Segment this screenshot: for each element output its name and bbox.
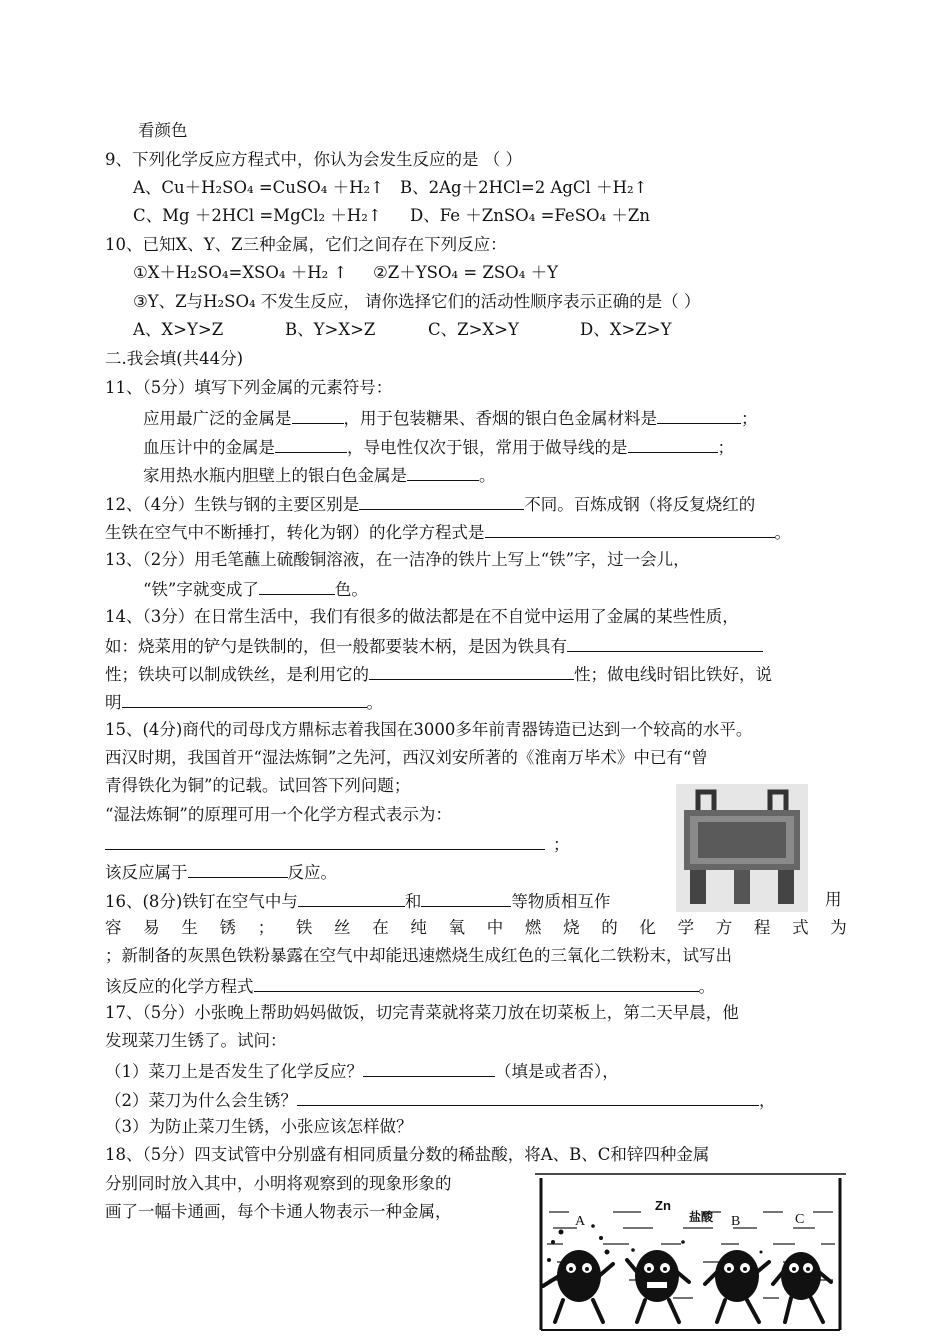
q17-line-a: 17、（5分）小张晚上帮助妈妈做饭，切完青菜就将菜刀放在切菜板上，第二天早晨，他 <box>105 1003 739 1022</box>
q16-line-b: 容 易 生 锈 ； 铁 丝 在 纯 氧 中 燃 烧 的 化 学 方 程 式 为 <box>105 918 847 937</box>
blank[interactable] <box>363 1060 495 1077</box>
q11-line-a: 应用最广泛的金属是 ，用于包装糖果、香烟的银白色金属材料是 ； <box>143 409 758 428</box>
label-a: A <box>575 1214 586 1229</box>
q13-line-a: 13、（2分）用毛笔蘸上硫酸铜溶液，在一洁净的铁片上写上“铁”字，过一会儿， <box>105 550 690 569</box>
line-prev: 看颜色 <box>138 121 188 140</box>
blank[interactable] <box>567 635 763 652</box>
q16-line-a: 16、(8分)铁钉在空气中与 和 等物质相互作 用 <box>105 890 842 911</box>
q12-line-a: 12、（4分）生铁与钢的主要区别是 不同。百炼成钢（将反复烧红的 <box>105 495 756 514</box>
q15-line-f: 该反应属于 反应。 <box>105 863 337 882</box>
label-acid: 盐酸 <box>689 1210 714 1224</box>
q17-line-b: 发现菜刀生锈了。试问： <box>105 1031 287 1050</box>
blank[interactable] <box>297 1089 759 1106</box>
q13-line-b: “铁”字就变成了 色。 <box>143 580 368 599</box>
q11-stem: 11、（5分）填写下列金属的元素符号： <box>105 378 393 397</box>
blank[interactable] <box>292 407 344 424</box>
blank[interactable] <box>407 464 479 481</box>
q10-option-d: D、X>Z>Y <box>580 320 672 339</box>
blank[interactable] <box>485 521 775 538</box>
label-c: C <box>795 1212 805 1227</box>
section-heading: 二.我会填(共44分) <box>105 349 244 368</box>
blank[interactable] <box>421 890 511 907</box>
q18-line-b: 分别同时放入其中，小明将观察到的现象形象的 <box>105 1174 452 1193</box>
q15-line-a: 15、(4分)商代的司母戊方鼎标志着我国在3000多年前青器铸造已达到一个较高的水平。 <box>105 720 753 739</box>
q15-line-d: “湿法炼铜”的原理可用一个化学方程式表示为： <box>105 805 452 824</box>
blank[interactable] <box>259 578 335 595</box>
q15-line-e: ； <box>105 833 570 855</box>
blank[interactable] <box>657 407 741 424</box>
q16-line-d: 该反应的化学方程式 。 <box>105 977 715 996</box>
q10-reaction-1: ①X＋H₂SO₄=XSO₄ ＋H₂ ↑ <box>133 263 348 282</box>
q11-line-b: 血压计中的金属是 ，导电性仅次于银，常用于做导线的是 ； <box>143 438 734 457</box>
q9-option-a: A、Cu＋H₂SO₄ =CuSO₄ ＋H₂↑ <box>133 178 384 197</box>
label-zn: Zn <box>655 1198 671 1213</box>
q11-line-c: 家用热水瓶内胆壁上的银白色金属是 。 <box>143 466 496 485</box>
q10-reaction-3: ③Y、Z与H₂SO₄ 不发生反应， 请你选择它们的活动性顺序表示正确的是（ ） <box>133 292 701 311</box>
q10-stem: 10、已知X、Y、Z三种金属，它们之间存在下列反应： <box>105 235 507 254</box>
q10-option-b: B、Y>X>Z <box>285 320 376 339</box>
blank[interactable] <box>369 663 574 680</box>
label-b: B <box>731 1214 741 1229</box>
q15-line-b: 西汉时期，我国首开“湿法炼铜”之先河，西汉刘安所著的《淮南万毕术》中已有“曾 <box>105 748 708 767</box>
q9-option-d: D、Fe ＋ZnSO₄ =FeSO₄ ＋Zn <box>410 206 650 225</box>
q12-line-b: 生铁在空气中不断捶打，转化为钢）的化学方程式是 。 <box>105 523 791 542</box>
beaker-drawing <box>533 1172 848 1334</box>
blank[interactable] <box>188 861 288 878</box>
blank[interactable] <box>359 493 524 510</box>
q17-line-e: （3）为防止菜刀生锈，小张应该怎样做？ <box>105 1117 413 1136</box>
q10-option-a: A、X>Y>Z <box>133 320 224 339</box>
cartoon-beaker-figure <box>533 1172 848 1334</box>
q10-reaction-2: ②Z＋YSO₄ = ZSO₄ ＋Y <box>373 263 558 282</box>
blank[interactable] <box>254 975 699 992</box>
q17-line-d: （2）菜刀为什么会生锈？ ， <box>105 1091 776 1110</box>
q9-option-b: B、2Ag＋2HCl=2 AgCl ＋H₂↑ <box>400 178 648 197</box>
blank[interactable] <box>275 436 347 453</box>
q18-line-a: 18、（5分）四支试管中分别盛有相同质量分数的稀盐酸，将A、B、C和锌四种金属 <box>105 1145 710 1164</box>
q14-line-a: 14、（3分）在日常生活中，我们有很多的做法都是在不自觉中运用了金属的某些性质， <box>105 607 739 626</box>
q17-line-c: （1）菜刀上是否发生了化学反应？ （填是或者否）， <box>105 1062 619 1081</box>
blank[interactable] <box>298 890 405 907</box>
q10-option-c: C、Z>X>Y <box>428 320 519 339</box>
q9-option-c: C、Mg ＋2HCl =MgCl₂ ＋H₂↑ <box>133 206 382 225</box>
q16-line-c: ；新制备的灰黑色铁粉暴露在空气中却能迅速燃烧生成红色的三氧化二铁粉末，试写出 <box>105 946 732 965</box>
blank[interactable] <box>628 436 718 453</box>
q18-line-c: 画了一幅卡通画，每个卡通人物表示一种金属， <box>105 1202 452 1221</box>
blank[interactable] <box>105 833 545 850</box>
q14-line-b: 如：烧菜用的铲勺是铁制的，但一般都要装木柄，是因为铁具有 <box>105 635 763 657</box>
blank[interactable] <box>122 691 367 708</box>
q14-line-c: 性；铁块可以制成铁丝，是利用它的 性；做电线时铝比铁好，说 <box>105 665 772 684</box>
q14-line-d: 明 。 <box>105 693 383 712</box>
q9-stem: 9、下列化学反应方程式中，你认为会发生反应的是 （ ） <box>105 150 522 169</box>
q15-line-c: 青得铁化为铜”的记载。试回答下列问题； <box>105 776 411 795</box>
